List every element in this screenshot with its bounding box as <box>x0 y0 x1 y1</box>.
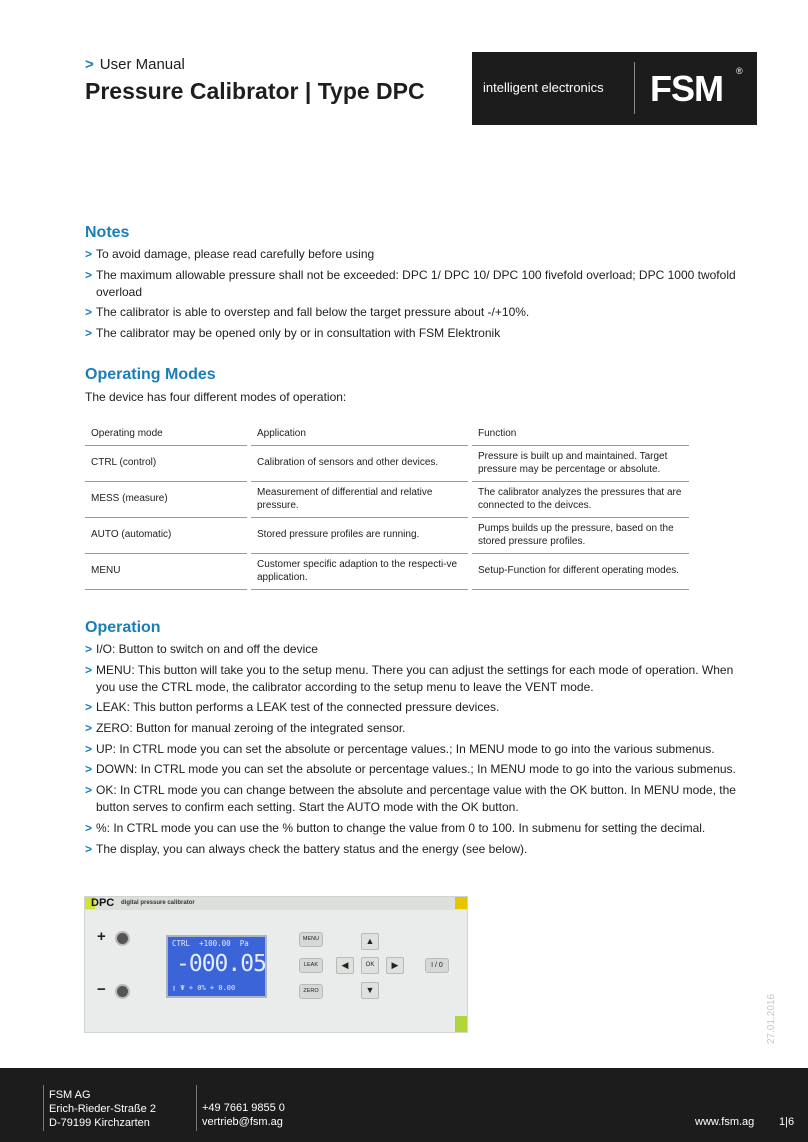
email-link[interactable]: vertrieb@fsm.ag <box>202 1116 283 1128</box>
menu-key: MENU <box>299 932 323 947</box>
table-row <box>85 446 689 482</box>
brand-tagline: intelligent electronics <box>483 80 604 95</box>
modes-intro: The device has four different modes of operation: <box>85 390 347 404</box>
revision-date: 27.01.2016 <box>766 993 777 1044</box>
table-header-row <box>85 424 689 446</box>
list-item: > I/O: Button to switch on and off the device <box>85 642 318 656</box>
notes-heading: Notes <box>85 224 130 241</box>
list-item: > The calibrator may be opened only by or in consultation with FSM Elektronik <box>85 326 501 341</box>
registered-mark: ® <box>736 66 743 76</box>
yellow-corner-marker <box>455 897 467 909</box>
chevron-right-icon: > <box>85 267 93 282</box>
list-item: > The maximum allowable pressure shall not be exceeded: DPC 1/ DPC 10/ DPC 100 fivefold overload; DPC 1000 twofold overload <box>85 267 736 299</box>
notes-list <box>85 246 755 346</box>
chevron-right-icon: > <box>85 662 93 677</box>
chevron-right-icon: > <box>85 841 93 856</box>
table-cell: The calibrator analyzes the pressures that are connected to the deivces. <box>472 482 689 518</box>
chevron-right-icon: > <box>85 247 93 261</box>
ok-key: OK <box>361 957 379 974</box>
company-address <box>49 1088 156 1130</box>
table-cell: Measurement of differential and relative pressure. <box>251 482 468 518</box>
list-item: > UP: In CTRL mode you can set the absolute or percentage values.; In MENU mode to go into the various submenus. <box>85 741 715 756</box>
lcd-status-row: ▯ Ψ + 0% + 0.00 <box>172 984 236 992</box>
right-key-icon: ▶ <box>386 957 404 974</box>
column-header: Operating mode <box>85 424 247 446</box>
chevron-right-icon: > <box>85 741 93 756</box>
operation-list <box>85 641 755 861</box>
table-cell: Setup-Function for different operating modes. <box>472 554 689 590</box>
device-model-label: DPC <box>91 897 115 909</box>
list-item: > OK: In CTRL mode you can change between the absolute and percentage value with the OK button. In MENU mode, the button serves to confirm each setting. Start the AUTO mode with the OK button. <box>85 783 736 815</box>
operation-heading: Operation <box>85 619 161 636</box>
down-key-icon: ▼ <box>361 982 379 999</box>
list-item: > To avoid damage, please read carefully before using <box>85 247 375 261</box>
up-key-icon: ▲ <box>361 933 379 950</box>
green-corner-marker <box>455 1016 467 1032</box>
table-cell: CTRL (control) <box>85 446 247 482</box>
fsm-logo: FSM <box>650 68 723 109</box>
plus-port-connector-icon <box>115 931 130 946</box>
list-item: > DOWN: In CTRL mode you can set the absolute or percentage values.; In MENU mode to go into the various submenus. <box>85 762 736 777</box>
table-row <box>85 482 689 518</box>
document-title: Pressure Calibrator | Type DPC <box>85 78 425 104</box>
table-cell: MESS (measure) <box>85 482 247 518</box>
chevron-right-icon: > <box>85 762 93 777</box>
website-link[interactable]: www.fsm.ag <box>695 1116 755 1128</box>
column-header: Application <box>251 424 468 446</box>
table-cell: Stored pressure profiles are running. <box>251 518 468 554</box>
footer-divider <box>43 1085 44 1131</box>
list-item: > The calibrator is able to overstep and fall below the target pressure about -/+10%. <box>85 305 530 320</box>
document-subtitle: > User Manual <box>85 56 185 73</box>
minus-port-label: − <box>97 981 106 998</box>
city-address: D-79199 Kirchzarten <box>49 1117 150 1129</box>
brand-banner <box>472 52 757 125</box>
operating-modes-table <box>81 424 693 590</box>
contact-info <box>202 1101 285 1129</box>
chevron-right-icon: > <box>85 783 93 798</box>
lcd-display <box>166 935 267 998</box>
list-item: > MENU: This button will take you to the setup menu. There you can adjust the settings for each mode of operation. When you use the CTRL mode, the calibrator according to the setup menu to leave the VENT mode. <box>85 662 734 694</box>
left-key-icon: ◀ <box>336 957 354 974</box>
zero-key: ZERO <box>299 984 323 999</box>
page-footer <box>0 1068 808 1142</box>
chevron-right-icon: > <box>85 56 94 73</box>
leak-key: LEAK <box>299 958 323 973</box>
plus-port-label: + <box>97 928 106 945</box>
table-cell: Customer specific adaption to the respecti-ve application. <box>251 554 468 590</box>
page-number: 1|6 <box>779 1116 795 1128</box>
minus-port-connector-icon <box>115 984 130 999</box>
device-front-panel-image <box>84 896 468 1033</box>
company-name: FSM AG <box>49 1089 91 1101</box>
table-cell: Calibration of sensors and other devices. <box>251 446 468 482</box>
list-item: > %: In CTRL mode you can use the % button to change the value from 0 to 100. In submenu for setting the decimal. <box>85 820 706 835</box>
table-cell: Pressure is built up and maintained. Target pressure may be percentage or absolute. <box>472 446 689 482</box>
lcd-top-row: CTRL +100.00 Pa <box>172 939 249 948</box>
table-cell: MENU <box>85 554 247 590</box>
list-item: > LEAK: This button performs a LEAK test of the connected pressure devices. <box>85 700 500 715</box>
chevron-right-icon: > <box>85 700 93 715</box>
table-row <box>85 554 689 590</box>
operating-modes-heading: Operating Modes <box>85 366 216 383</box>
list-item: > ZERO: Button for manual zeroing of the integrated sensor. <box>85 721 406 736</box>
table-row <box>85 518 689 554</box>
phone-number: +49 7661 9855 0 <box>202 1102 285 1114</box>
footer-divider <box>196 1085 197 1131</box>
brand-divider <box>634 62 635 114</box>
street-address: Erich-Rieder-Straße 2 <box>49 1103 156 1115</box>
lcd-main-value: -000.05 <box>176 951 266 977</box>
chevron-right-icon: > <box>85 305 93 320</box>
table-cell: AUTO (automatic) <box>85 518 247 554</box>
table-cell: Pumps builds up the pressure, based on the stored pressure profiles. <box>472 518 689 554</box>
chevron-right-icon: > <box>85 820 93 835</box>
chevron-right-icon: > <box>85 721 93 736</box>
device-model-subtitle: digital pressure calibrator <box>121 900 195 906</box>
chevron-right-icon: > <box>85 642 93 656</box>
chevron-right-icon: > <box>85 326 93 341</box>
column-header: Function <box>472 424 689 446</box>
power-io-key: I / 0 <box>425 958 449 973</box>
list-item: > The display, you can always check the battery status and the energy (see below). <box>85 841 528 856</box>
